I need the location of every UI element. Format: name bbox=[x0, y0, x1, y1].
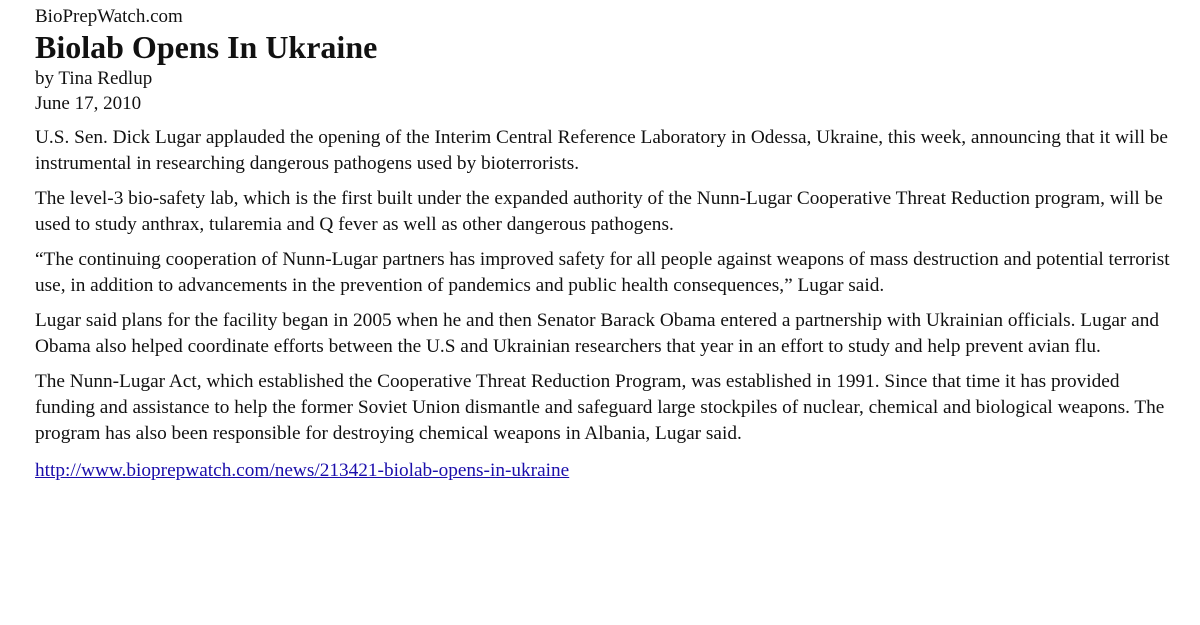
article-byline: by Tina Redlup bbox=[35, 68, 153, 89]
article-paragraph-2: The level-3 bio-safety lab, which is the first built under the expanded authority of the Nunn-Lugar Cooperative Threat Reduction program, will be used to study anthrax, tularemia and Q fever as well as other dangerous pathogens. bbox=[35, 188, 1163, 235]
article-paragraph-1: U.S. Sen. Dick Lugar applauded the opening of the Interim Central Reference Laboratory in Odessa, Ukraine, this week, announcing that it will be instrumental in researching dangerous pathogens used by bioterrorists. bbox=[35, 127, 1168, 174]
article-date: June 17, 2010 bbox=[35, 93, 142, 114]
article-paragraph-3: “The continuing cooperation of Nunn-Lugar partners has improved safety for all people against weapons of mass destruction and potential terrorist use, in addition to advancements in the prevention of pandemics and public health consequences,” Lugar said. bbox=[35, 249, 1170, 296]
source-link[interactable]: http://www.bioprepwatch.com/news/213421-biolab-opens-in-ukraine bbox=[35, 460, 570, 481]
article-headline: Biolab Opens In Ukraine bbox=[35, 29, 378, 65]
article-paragraph-4: Lugar said plans for the facility began in 2005 when he and then Senator Barack Obama entered a partnership with Ukrainian officials. Lugar and Obama also helped coordinate efforts between the U.S and Ukrainian researchers that year in an effort to study and help prevent avian flu. bbox=[35, 310, 1159, 357]
article-paragraph-5: The Nunn-Lugar Act, which established the Cooperative Threat Reduction Program, was established in 1991. Since that time it has provided funding and assistance to help the former Soviet Union dismantle and safeguard large stockpiles of nuclear, chemical and biological weapons. The program has also been responsible for destroying chemical weapons in Albania, Lugar said. bbox=[35, 371, 1165, 444]
site-name: BioPrepWatch.com bbox=[35, 6, 183, 27]
article bbox=[35, 6, 1175, 484]
